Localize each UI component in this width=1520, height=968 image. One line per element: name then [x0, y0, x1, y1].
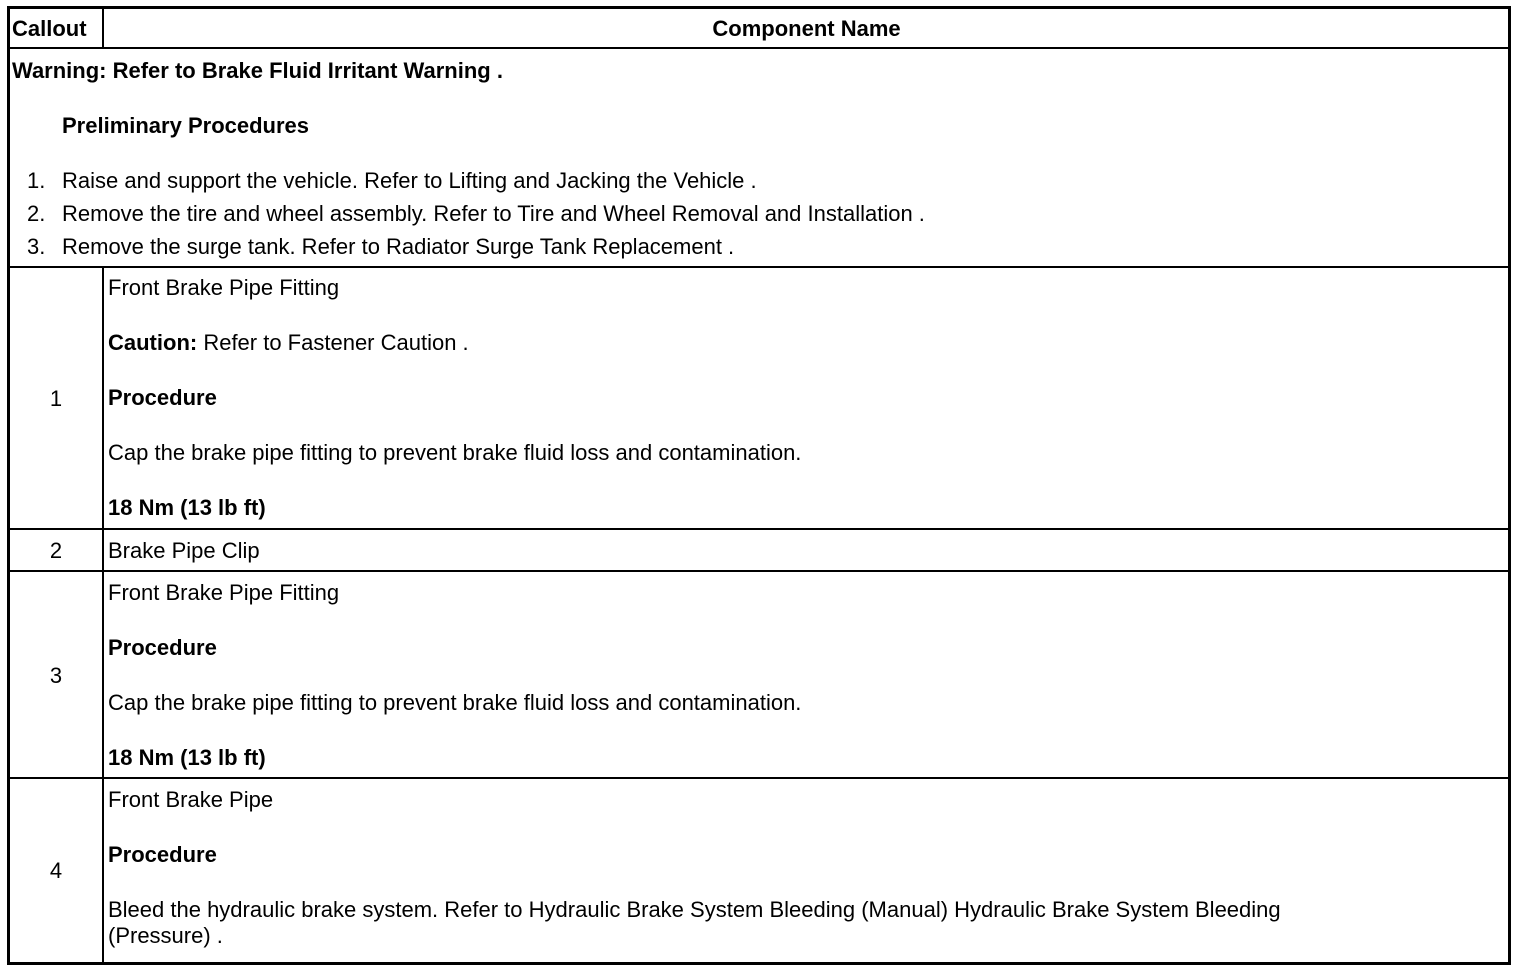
procedure-table [7, 6, 1511, 965]
torque-spec: 18 Nm (13 lb ft) [108, 495, 266, 520]
warning-label: Warning: [12, 58, 107, 83]
row-rule [10, 777, 1508, 779]
procedure-text: (Pressure) . [108, 923, 223, 948]
step-number: 2. [27, 201, 46, 226]
procedure-label: Procedure [108, 385, 217, 410]
step-number: 1. [27, 168, 46, 193]
callout-number: 1 [49, 386, 63, 411]
row-rule [10, 266, 1508, 268]
column-divider [102, 530, 104, 573]
callout-header: Callout [12, 16, 87, 41]
column-divider [102, 779, 104, 962]
step-text: Remove the surge tank. Refer to Radiator Surge Tank Replacement . [62, 234, 735, 259]
column-divider [102, 268, 104, 531]
step-text: Remove the tire and wheel assembly. Refer to Tire and Wheel Removal and Installation . [62, 201, 925, 226]
torque-spec: 18 Nm (13 lb ft) [108, 745, 266, 770]
component-name: Brake Pipe Clip [108, 538, 260, 563]
callout-number: 2 [49, 538, 63, 563]
column-divider [102, 572, 104, 780]
procedure-label: Procedure [108, 842, 217, 867]
caution-line [108, 330, 469, 356]
callout-number: 3 [49, 663, 63, 688]
warning-text: Refer to Brake Fluid Irritant Warning . [106, 58, 503, 83]
component-name-header: Component Name [712, 16, 901, 41]
caution-text: Refer to Fastener Caution . [197, 330, 469, 355]
header-rule [10, 47, 1508, 49]
step-text: Raise and support the vehicle. Refer to Lifting and Jacking the Vehicle . [62, 168, 757, 193]
procedure-text: Cap the brake pipe fitting to prevent brake fluid loss and contamination. [108, 440, 802, 465]
component-name: Front Brake Pipe Fitting [108, 275, 340, 300]
component-name: Front Brake Pipe Fitting [108, 580, 340, 605]
preliminary-title: Preliminary Procedures [62, 113, 310, 138]
caution-label: Caution: [108, 330, 198, 355]
procedure-label: Procedure [108, 635, 217, 660]
procedure-text: Bleed the hydraulic brake system. Refer to Hydraulic Brake System Bleeding (Manual) Hydraulic Brake System Bleeding [108, 897, 1281, 922]
callout-number: 4 [49, 858, 63, 883]
component-name: Front Brake Pipe [108, 787, 274, 812]
step-number: 3. [27, 234, 46, 259]
warning-line [12, 58, 503, 84]
row-rule [10, 528, 1508, 530]
header-divider [102, 9, 104, 49]
row-rule [10, 570, 1508, 572]
procedure-text: Cap the brake pipe fitting to prevent brake fluid loss and contamination. [108, 690, 802, 715]
